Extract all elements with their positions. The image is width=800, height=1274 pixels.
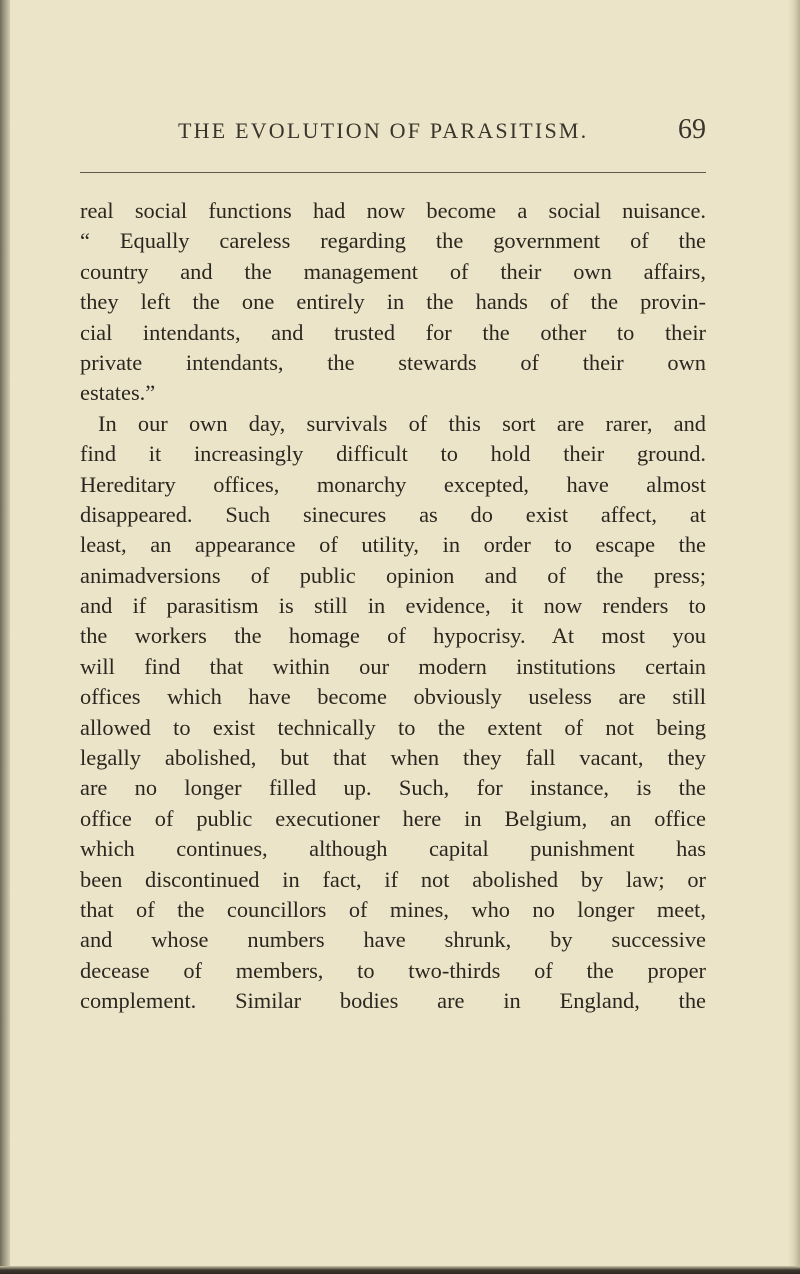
running-head: [80, 114, 706, 158]
text-line: disappeared. Such sinecures as do exist affect, at: [80, 501, 706, 527]
text-line: In our own day, survivals of this sort are rarer, and: [98, 410, 706, 436]
text-line: that of the councillors of mines, who no longer meet,: [80, 896, 706, 922]
paragraph: [80, 196, 706, 409]
text-line: which continues, although capital punishment has: [80, 836, 706, 862]
text-line: complement. Similar bodies are in England, the: [80, 988, 706, 1014]
header-rule: [80, 172, 706, 173]
text-line: offices which have become obviously useless are still: [80, 684, 706, 710]
text-line: office of public executioner here in Belgium, an office: [80, 805, 706, 831]
page-edge: [788, 0, 800, 1274]
text-line: allowed to exist technically to the extent of not being: [80, 714, 706, 740]
text-line: are no longer filled up. Such, for instance, is the: [80, 775, 706, 801]
text-line: the workers the homage of hypocrisy. At most you: [80, 623, 706, 649]
running-title: THE EVOLUTION OF PARASITISM.: [178, 118, 589, 143]
text-line: and whose numbers have shrunk, by successive: [80, 927, 706, 953]
binding-edge: [0, 0, 10, 1274]
text-line: will find that within our modern institutions certain: [80, 653, 706, 679]
text-line: and if parasitism is still in evidence, it now renders to: [80, 593, 706, 619]
text-line: least, an appearance of utility, in order to escape the: [80, 532, 706, 558]
text-line: estates.”: [80, 380, 156, 406]
text-line: they left the one entirely in the hands of the provin-: [80, 289, 706, 315]
text-line: Hereditary offices, monarchy excepted, have almost: [80, 471, 706, 497]
text-line: “ Equally careless regarding the government of the: [80, 228, 706, 254]
paragraph: [80, 409, 706, 1017]
text-line: legally abolished, but that when they fall vacant, they: [80, 745, 706, 771]
text-line: been discontinued in fact, if not abolished by law; or: [80, 866, 706, 892]
book-page: [80, 114, 706, 1014]
page-number: 69: [678, 114, 706, 145]
text-line: cial intendants, and trusted for the other to their: [80, 319, 706, 345]
bottom-edge: [0, 1266, 800, 1274]
text-line: private intendants, the stewards of their own: [80, 349, 706, 375]
body-text: [80, 196, 706, 1017]
text-line: find it increasingly difficult to hold their ground.: [80, 441, 706, 467]
text-line: animadversions of public opinion and of the press;: [80, 562, 706, 588]
text-line: decease of members, to two-thirds of the proper: [80, 957, 706, 983]
text-line: country and the management of their own affairs,: [80, 258, 706, 284]
text-line: real social functions had now become a social nuisance.: [80, 198, 706, 223]
